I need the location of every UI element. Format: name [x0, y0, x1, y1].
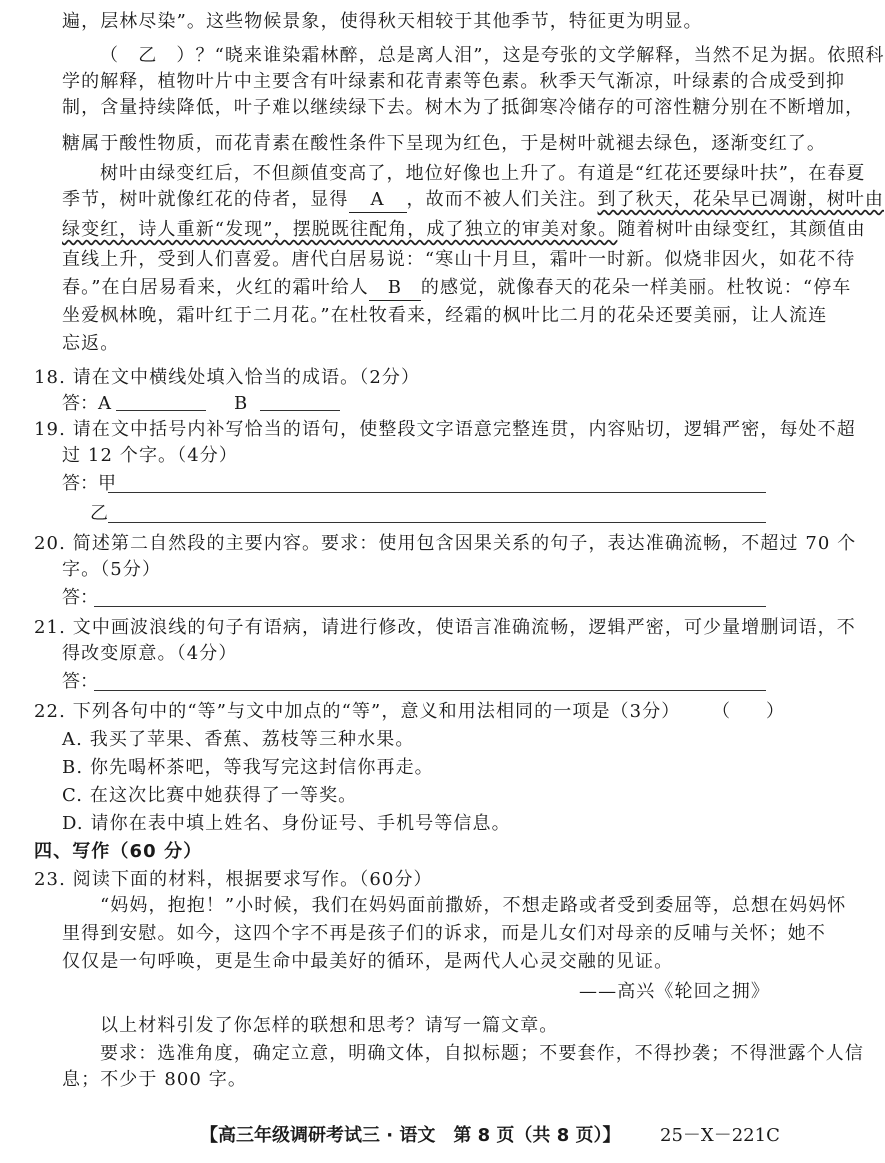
- question-18: 18. 请在文中横线处填入恰当的成语。（2分）: [34, 367, 421, 388]
- passage-p2-line: （ 乙 ）？“晓来谁染霜林醉，总是离人泪”，这是夸张的文学解释，当然不足为据。依照科: [100, 45, 885, 66]
- material-line: 里得到安慰。如今，这四个字不再是孩子们的诉求，而是儿女们对母亲的反哺与关怀；她不: [62, 923, 826, 944]
- passage-p3-text: ，故而不被人们关注。: [406, 189, 598, 210]
- q21-answer-line[interactable]: [94, 690, 766, 691]
- q18-blank-a-line[interactable]: [116, 410, 206, 411]
- section-heading-writing: 四、写作（60 分）: [34, 841, 203, 862]
- passage-p2-line: 学的解释，植物叶片中主要含有叶绿素和花青素等色素。秋季天气渐凉，叶绿素的合成受到抑: [62, 71, 846, 92]
- q22-option: B. 你先喝杯茶吧，等我写完这封信你再走。: [62, 757, 434, 778]
- question-22: 22. 下列各句中的“等”与文中加点的“等”，意义和用法相同的一项是（3分）: [34, 701, 681, 722]
- passage-p3-line7: 忘返。: [62, 333, 120, 354]
- material-line: “妈妈，抱抱！”小时候，我们在妈妈面前撒娇，不想走路或者受到委屈等，总想在妈妈怀: [100, 895, 847, 916]
- writing-requirements-line1: 要求：选准角度，确定立意，明确文体，自拟标题；不要套作，不得抄袭；不得泄露个人信: [100, 1043, 864, 1064]
- passage-p3-line3: [62, 218, 866, 242]
- footer-code: 25－X－221C: [660, 1125, 780, 1146]
- q20-answer-label: 答：: [62, 587, 98, 608]
- question-19-line2: 过 12 个字。（4分）: [62, 445, 238, 466]
- passage-p3-text: 季节，树叶就像红花的侍者，显得: [62, 189, 349, 210]
- question-19-line1: 19. 请在文中括号内补写恰当的语句，使整段文字语意完整连贯，内容贴切，逻辑严密，每处不超: [34, 419, 856, 440]
- passage-p3-text: 随着树叶由绿变红，其颜值由: [617, 219, 866, 240]
- q18-answer-label-b: B: [234, 393, 248, 414]
- question-20-line2: 字。（5分）: [62, 559, 162, 580]
- passage-p3-text: 的感觉，就像春天的花朵一样美丽。杜牧说：“停车: [420, 277, 852, 298]
- question-23: 23. 阅读下面的材料，根据要求写作。（60分）: [34, 869, 433, 890]
- q22-option: D. 请你在表中填上姓名、身份证号、手机号等信息。: [62, 813, 511, 834]
- passage-p3-line4: 直线上升，受到人们喜爱。唐代白居易说：“寒山十月旦，霜叶一时新。似烧非因火，如花不待: [62, 249, 856, 270]
- q22-answer-paren[interactable]: （ ）: [712, 701, 784, 722]
- q22-option: A. 我买了苹果、香蕉、荔枝等三种水果。: [62, 729, 415, 750]
- q19-answer-label-jia: 答：甲: [62, 473, 116, 494]
- q19-jia-answer-line[interactable]: [108, 492, 766, 493]
- wavy-underlined-sentence: 到了秋天，花朵早已凋谢，树叶由: [597, 189, 884, 210]
- q22-option: C. 在这次比赛中她获得了一等奖。: [62, 785, 358, 806]
- material-source: ——高兴《轮回之拥》: [579, 981, 770, 1002]
- passage-p3-line1: 树叶由绿变红后，不但颜值变高了，地位好像也上升了。有道是“红花还要绿叶扶”，在春夏: [100, 163, 866, 184]
- passage-p3-line6: 坐爱枫林晚，霜叶红于二月花。”在杜牧看来，经霜的枫叶比二月的花朵还要美丽，让人流连: [62, 305, 828, 326]
- blank-a: A: [349, 188, 407, 213]
- writing-requirements-line2: 息；不少于 800 字。: [62, 1069, 247, 1090]
- passage-p3-line2: [62, 188, 884, 213]
- material-line: 仅仅是一句呼唤，更是生命中最美好的循环，是两代人心灵交融的见证。: [62, 951, 674, 972]
- writing-prompt: 以上材料引发了你怎样的联想和思考？请写一篇文章。: [100, 1015, 559, 1036]
- passage-p3-line5: [62, 276, 852, 301]
- q21-answer-label: 答：: [62, 671, 98, 692]
- wavy-underlined-sentence: 绿变红，诗人重新“发现”，摆脱既往配角，成了独立的审美对象。: [62, 219, 618, 240]
- question-21-line1: 21. 文中画波浪线的句子有语病，请进行修改，使语言准确流畅，逻辑严密，可少量增删词语，不: [34, 617, 856, 638]
- passage-p1-tail: 遍，层林尽染”。这些物候景象，使得秋天相较于其他季节，特征更为明显。: [62, 11, 703, 32]
- footer-title: 【高三年级调研考试三 · 语文 第 8 页（共 8 页）】: [200, 1125, 621, 1146]
- passage-p2-line: 糖属于酸性物质，而花青素在酸性条件下呈现为红色，于是树叶就褪去绿色，逐渐变红了。: [62, 133, 826, 154]
- passage-p2-line: 制，含量持续降低，叶子难以继续绿下去。树木为了抵御寒冷储存的可溶性糖分别在不断增加，: [62, 97, 865, 118]
- q18-blank-b-line[interactable]: [260, 410, 340, 411]
- blank-b: B: [369, 276, 421, 301]
- q19-answer-label-yi: 乙: [90, 503, 108, 524]
- question-21-line2: 得改变原意。（4分）: [62, 643, 238, 664]
- passage-p3-text: 春。”在白居易看来，火红的霜叶给人: [62, 277, 369, 298]
- q19-yi-answer-line[interactable]: [108, 522, 766, 523]
- question-20-line1: 20. 简述第二自然段的主要内容。要求：使用包含因果关系的句子，表达准确流畅，不超过 70 个: [34, 533, 857, 554]
- q20-answer-line[interactable]: [94, 606, 766, 607]
- q18-answer-label-a: 答：A: [62, 393, 111, 414]
